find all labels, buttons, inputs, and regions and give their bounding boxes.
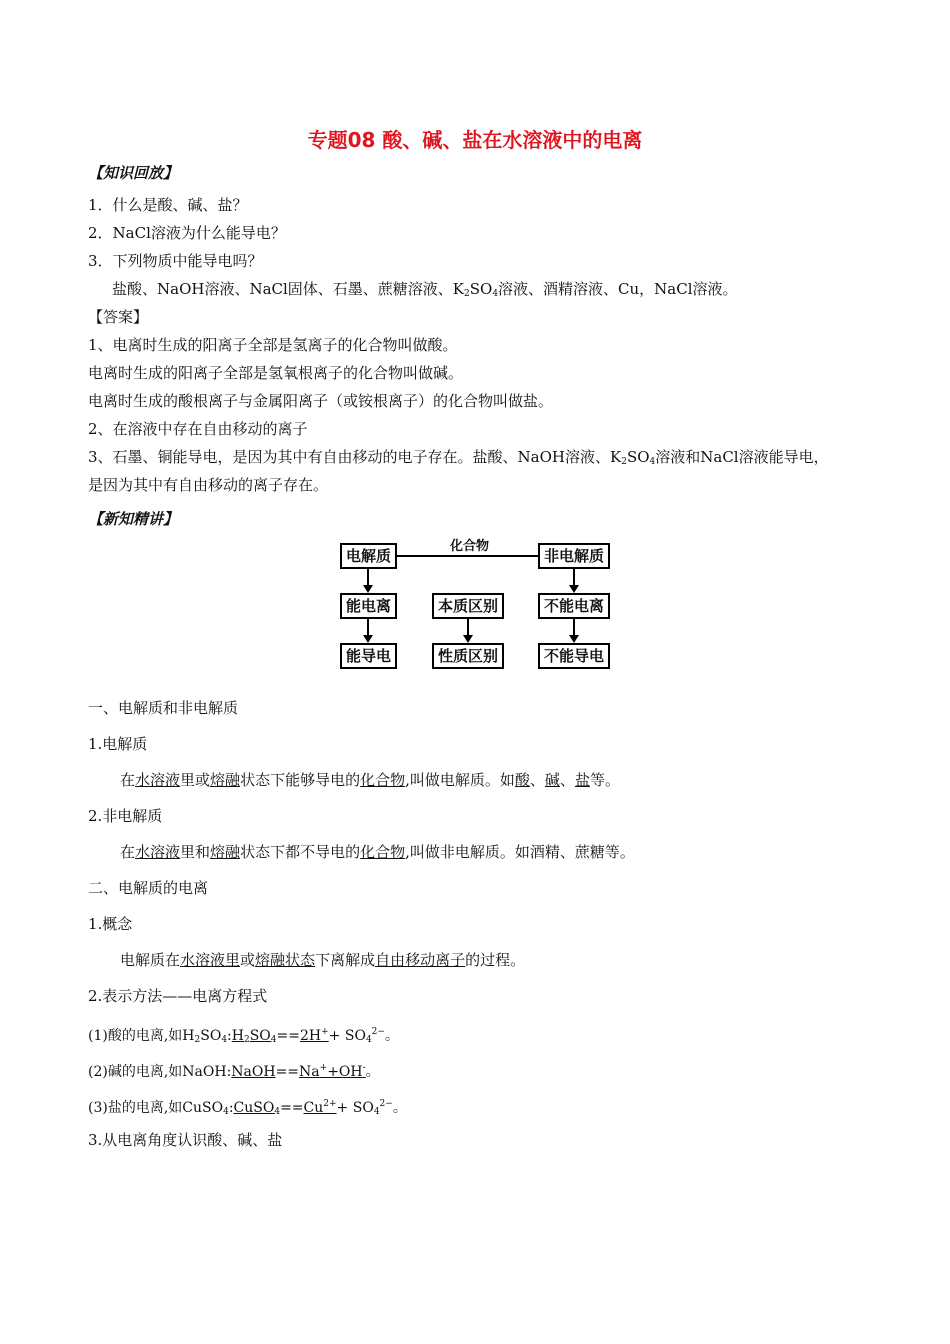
box-cannot-ionize: 不能电离 — [538, 593, 610, 619]
review-question-3: 3．下列物质中能导电吗？ — [88, 252, 263, 270]
box-non-electrolyte: 非电解质 — [538, 543, 610, 569]
answer-1b: 电离时生成的阳离子全部是氢氧根离子的化合物叫做碱。 — [88, 364, 464, 382]
answer-3-line2: 是因为其中有自由移动的离子存在。 — [88, 476, 329, 494]
page-title: 专题08 酸、碱、盐在水溶液中的电离 — [307, 128, 643, 152]
answer-heading: 【答案】 — [88, 308, 149, 326]
ionization-concept: 电解质在水溶液里或熔融状态下离解成自由移动离子的过程。 — [120, 951, 526, 969]
arrow-line-3 — [367, 619, 369, 635]
section2-sub1: 1.概念 — [88, 915, 133, 933]
arrow-down-icon — [569, 635, 579, 643]
answer-1c: 电离时生成的酸根离子与金属阳离子（或铵根离子）的化合物叫做盐。 — [88, 392, 554, 410]
arrow-line-2 — [573, 569, 575, 585]
review-question-1: 1．什么是酸、碱、盐？ — [88, 196, 248, 214]
arrow-line-1 — [367, 569, 369, 585]
section2-heading: 二、电解质的电离 — [88, 879, 209, 897]
arrow-line-4 — [467, 619, 469, 635]
equation-acid: (1)酸的电离,如$H_2SO_4:H_2SO_4==2H^++ SO_4^{2-}$。 — [88, 1027, 399, 1045]
section2-sub3: 3.从电离角度认识酸、碱、盐 — [88, 1131, 283, 1149]
box-can-conduct: 能导电 — [340, 643, 397, 669]
box-cannot-conduct: 不能导电 — [538, 643, 610, 669]
review-heading: 【知识回放】 — [88, 164, 179, 182]
section1-sub1: 1.电解质 — [88, 735, 148, 753]
section2-sub2: 2.表示方法——电离方程式 — [88, 987, 268, 1005]
diagram-connector — [396, 555, 540, 557]
electrolyte-definition: 在水溶液里或熔融状态下能够导电的化合物,叫做电解质。如酸、碱、盐等。 — [120, 771, 620, 789]
review-question-2: 2．NaCl溶液为什么能导电？ — [88, 224, 286, 242]
new-heading: 【新知精讲】 — [88, 510, 179, 528]
box-essential-difference: 本质区别 — [432, 593, 504, 619]
section1-heading: 一、电解质和非电解质 — [88, 699, 239, 717]
equation-base: (2)碱的电离,如NaOH:NaOH==Na++OH-。 — [88, 1063, 380, 1080]
arrow-line-5 — [573, 619, 575, 635]
non-electrolyte-definition: 在水溶液里和熔融状态下都不导电的化合物,叫做非电解质。如酒精、蔗糖等。 — [120, 843, 635, 861]
section1-sub2: 2.非电解质 — [88, 807, 163, 825]
equation-salt: (3)盐的电离,如$CuSO_4:CuSO_4==Cu^{2+}+ SO_4^{2-}$。 — [88, 1099, 407, 1117]
diagram-top-label: 化合物 — [450, 539, 490, 554]
box-property-difference: 性质区别 — [432, 643, 504, 669]
answer-2: 2、在溶液中存在自由移动的离子 — [88, 420, 308, 438]
arrow-down-icon — [363, 635, 373, 643]
box-can-ionize: 能电离 — [340, 593, 397, 619]
answer-1: 1、电离时生成的阳离子全部是氢离子的化合物叫做酸。 — [88, 336, 458, 354]
arrow-down-icon — [363, 585, 373, 593]
arrow-down-icon — [569, 585, 579, 593]
review-question-3-items: 盐酸、NaOH溶液、NaCl固体、石墨、蔗糖溶液、$K_2SO_4$溶液、酒精溶液、Cu，NaCl溶液。 — [112, 280, 738, 299]
box-electrolyte: 电解质 — [340, 543, 397, 569]
arrow-down-icon — [463, 635, 473, 643]
answer-3: 3、石墨、铜能导电，是因为其中有自由移动的电子存在。盐酸、NaOH溶液、$K_2SO_4$溶液和NaCl溶液能导电， — [88, 448, 829, 467]
